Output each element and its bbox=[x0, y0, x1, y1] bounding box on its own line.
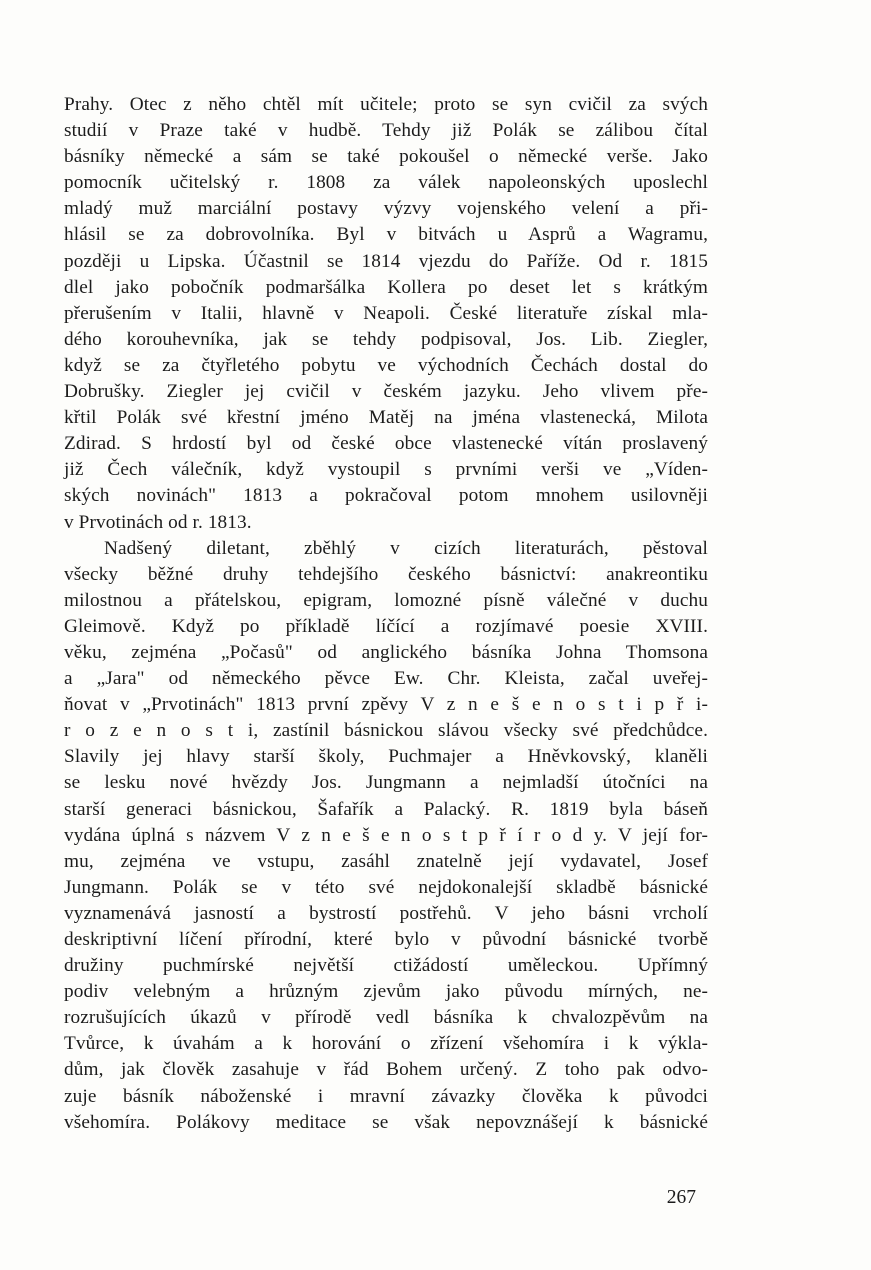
text-line: družiny puchmírské největší ctižádostí uměleckou. Upřímný bbox=[64, 955, 708, 977]
text-line: přerušením v Italii, hlavně v Neapoli. České literatuře získal mla- bbox=[64, 302, 708, 324]
text-line: Jungmann. Polák se v této své nejdokonalejší skladbě básnické bbox=[64, 876, 708, 898]
text-line: a „Jara" od německého pěvce Ew. Chr. Kleista, začal uveřej- bbox=[64, 668, 708, 690]
text-line: starší generaci básnickou, Šafařík a Palacký. R. 1819 byla báseň bbox=[64, 798, 708, 820]
paragraph-end-line: v Prvotinách od r. 1813. bbox=[64, 511, 252, 533]
paragraph-first-line: Nadšený diletant, zběhlý v cizích literaturách, pěstoval bbox=[104, 537, 708, 559]
text-line: dům, jak člověk zasahuje v řád Bohem určený. Z toho pak odvo- bbox=[64, 1059, 708, 1081]
text-line: dého korouhevníka, jak se tehdy podpisoval, Jos. Lib. Ziegler, bbox=[64, 328, 708, 350]
text-line: pomocník učitelský r. 1808 za válek napoleonských uposlechl bbox=[64, 172, 708, 194]
text-line: Zdirad. S hrdostí byl od české obce vlastenecké vítán proslavený bbox=[64, 433, 708, 455]
text-line: rozrušujících úkazů v přírodě vedl básníka k chvalozpěvům na bbox=[64, 1007, 708, 1029]
text-line: vyznamenává jasností a bystrostí postřehů. V jeho básni vrcholí bbox=[64, 902, 708, 924]
text-line: všehomíra. Polákovy meditace se však nepovznášejí k básnické bbox=[64, 1111, 708, 1133]
text-line: křtil Polák své křestní jméno Matěj na jména vlastenecká, Milota bbox=[64, 407, 708, 429]
page-number: 267 bbox=[666, 1187, 696, 1208]
text-line: všecky běžné druhy tehdejšího českého básnictví: anakreontiku bbox=[64, 563, 708, 585]
text-line: mu, zejména ve vstupu, zasáhl znatelně její vydavatel, Josef bbox=[64, 850, 708, 872]
text-line: ských novinách" 1813 a pokračoval potom mnohem usilovněji bbox=[64, 485, 708, 507]
text-line: dlel jako pobočník podmaršálka Kollera po deset let s krátkým bbox=[64, 276, 708, 298]
text-line: Tvůrce, k úvahám a k horování o zřízení všehomíra i k výkla- bbox=[64, 1033, 708, 1055]
text-line: se lesku nové hvězdy Jos. Jungmann a nejmladší útočníci na bbox=[64, 772, 708, 794]
text-line: když se za čtyřletého pobytu ve východních Čechách dostal do bbox=[64, 354, 708, 376]
text-line: r o z e n o s t i, zastínil básnickou slávou všecky své předchůdce. bbox=[64, 720, 708, 742]
text-line: vydána úplná s názvem V z n e š e n o s t p ř í r o d y. V její for- bbox=[64, 824, 708, 846]
text-line: Slavily jej hlavy starší školy, Puchmajer a Hněvkovský, klaněli bbox=[64, 746, 708, 768]
text-line: ňovat v „Prvotinách" 1813 první zpěvy V z n e š e n o s t i p ř i- bbox=[64, 694, 708, 716]
text-line: Gleimově. Když po příkladě líčící a rozjímavé poesie XVIII. bbox=[64, 615, 708, 637]
text-line: studií v Praze také v hudbě. Tehdy již Polák se zálibou čítal bbox=[64, 120, 708, 142]
text-line: mladý muž marciální postavy výzvy vojenského velení a při- bbox=[64, 198, 708, 220]
text-line: zuje básník náboženské i mravní závazky člověka k původci bbox=[64, 1085, 708, 1107]
text-line: milostnou a přátelskou, epigram, lomozné písně válečné v duchu bbox=[64, 589, 708, 611]
text-line: již Čech válečník, když vystoupil s prvními verši ve „Víden- bbox=[64, 459, 708, 481]
text-line: deskriptivní líčení přírodní, které bylo v původní básnické tvorbě bbox=[64, 929, 708, 950]
text-line: Dobrušky. Ziegler jej cvičil v českém jazyku. Jeho vlivem pře- bbox=[64, 381, 708, 403]
text-line: básníky německé a sám se také pokoušel o německé verše. Jako bbox=[64, 146, 708, 168]
body-text bbox=[64, 92, 708, 1136]
text-line: hlásil se za dobrovolníka. Byl v bitvách u Asprů a Wagramu, bbox=[64, 224, 708, 246]
text-line: později u Lipska. Účastnil se 1814 vjezdu do Paříže. Od r. 1815 bbox=[64, 250, 708, 272]
text-line: podiv velebným a hrůzným zjevům jako původu mírných, ne- bbox=[64, 981, 708, 1003]
text-line: věku, zejména „Počasů" od anglického básníka Johna Thomsona bbox=[64, 641, 708, 663]
text-line: Prahy. Otec z něho chtěl mít učitele; proto se syn cvičil za svých bbox=[64, 94, 708, 115]
